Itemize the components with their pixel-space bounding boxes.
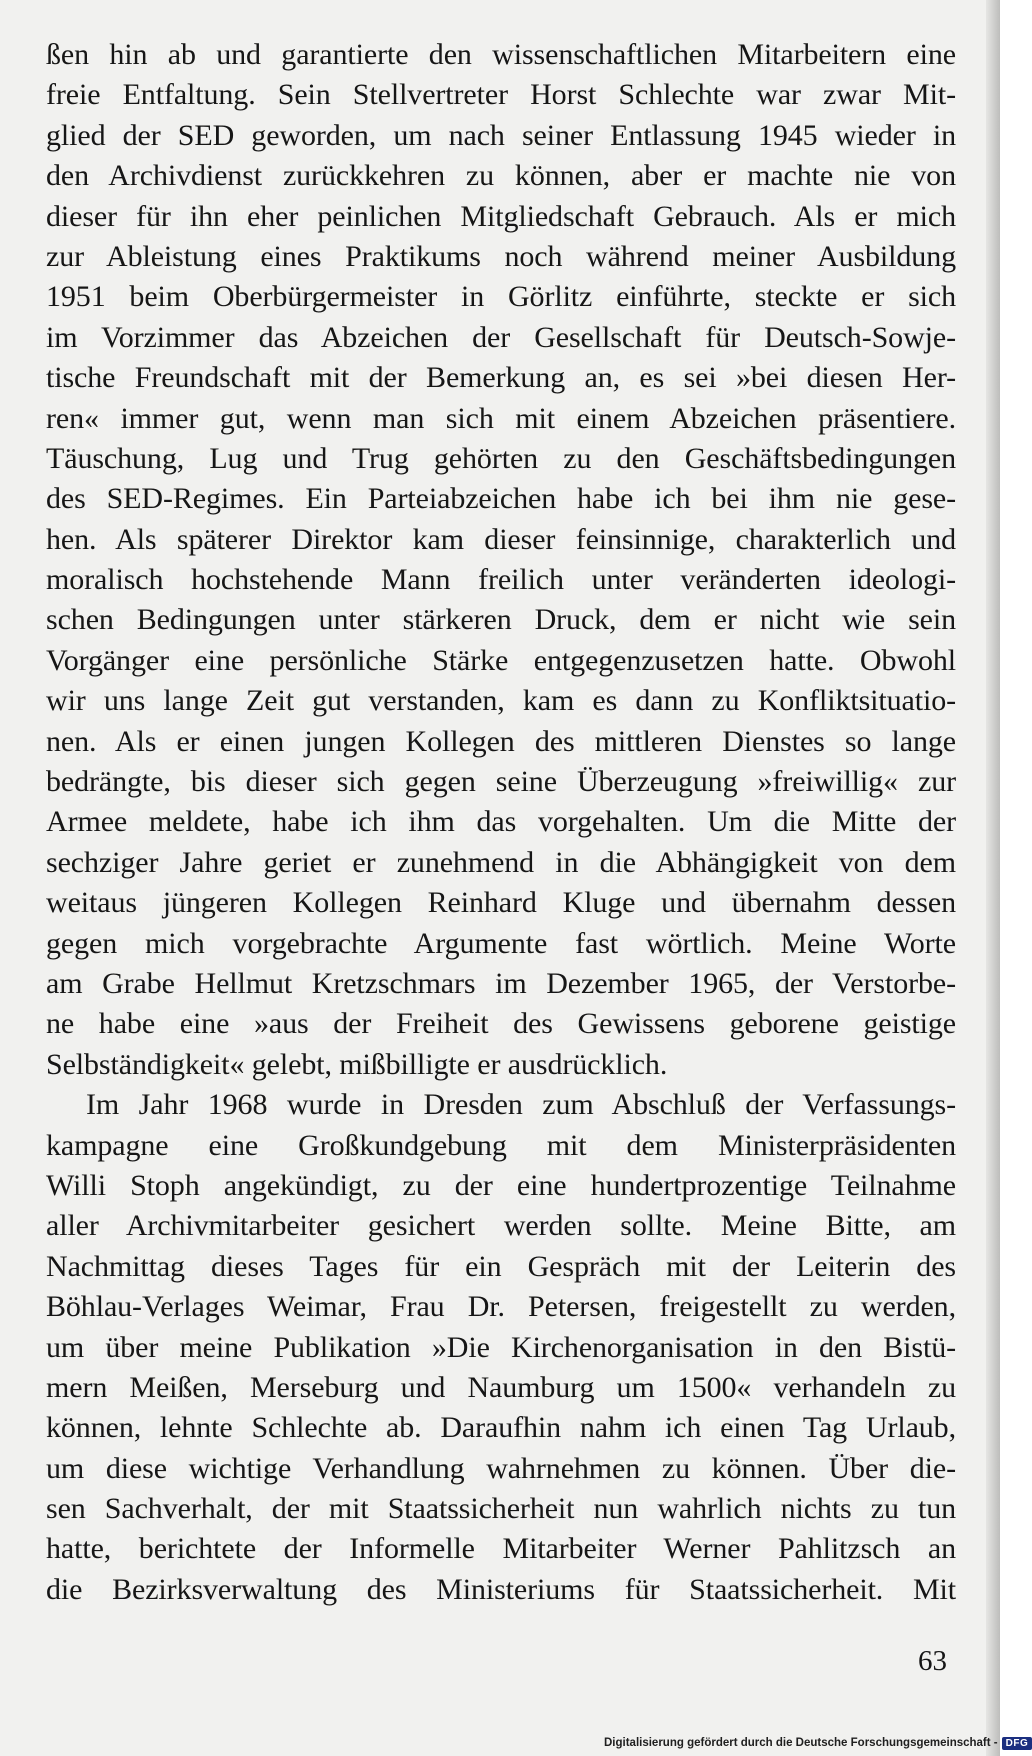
text-line: Selbständigkeit« gelebt, mißbilligte er ausdrücklich. [46,1047,668,1081]
text-line: Willi Stoph angekündigt, zu der eine hundertprozentige Teilnahme [46,1168,956,1202]
text-line: moralisch hochstehende Mann freilich unter veränderten ideologi- [46,563,956,597]
text-line: Im Jahr 1968 wurde in Dresden zum Abschluß der Verfassungs- [86,1088,956,1122]
page-edge-shadow [986,0,1000,1756]
text-line: Armee meldete, habe ich ihm das vorgehalten. Um die Mitte der [46,805,956,839]
text-line: zur Ableistung eines Praktikums noch während meiner Ausbildung [46,239,956,273]
text-line: schen Bedingungen unter stärkeren Druck, dem er nicht wie sein [46,603,956,637]
text-line: glied der SED geworden, um nach seiner Entlassung 1945 wieder in [46,118,956,152]
text-line: am Grabe Hellmut Kretzschmars im Dezember 1965, der Verstorbe- [46,966,956,1000]
text-line: die Bezirksverwaltung des Ministeriums für Staatssicherheit. Mit [46,1572,956,1606]
text-line: Nachmittag dieses Tages für ein Gespräch mit der Leiterin des [46,1249,956,1283]
text-line: um über meine Publikation »Die Kirchenorganisation in den Bistü- [46,1330,956,1364]
text-line: mern Meißen, Merseburg und Naumburg um 1500« verhandeln zu [46,1370,956,1404]
text-line: gegen mich vorgebrachte Argumente fast wörtlich. Meine Worte [46,926,956,960]
text-line: tische Freundschaft mit der Bemerkung an, es sei »bei diesen Her- [46,361,956,395]
text-line: um diese wichtige Verhandlung wahrnehmen zu können. Über die- [46,1451,956,1485]
text-line: ne habe eine »aus der Freiheit des Gewissens geborene geistige [46,1007,956,1041]
text-line: Vorgänger eine persönliche Stärke entgegenzusetzen hatte. Obwohl [46,643,956,677]
text-line: freie Entfaltung. Sein Stellvertreter Horst Schlechte war zwar Mit- [46,78,956,112]
text-line: nen. Als er einen jungen Kollegen des mittleren Dienstes so lange [46,724,956,758]
text-line: im Vorzimmer das Abzeichen der Gesellschaft für Deutsch-Sowje- [46,320,956,354]
digitization-footer [604,1732,1032,1754]
text-line: ren« immer gut, wenn man sich mit einem Abzeichen präsentiere. [46,401,956,435]
text-line: kampagne eine Großkundgebung mit dem Ministerpräsidenten [46,1128,956,1162]
text-line: den Archivdienst zurückkehren zu können, aber er machte nie von [46,159,956,193]
text-line: 1951 beim Oberbürgermeister in Görlitz einführte, steckte er sich [46,280,956,314]
footer-text: Digitalisierung gefördert durch die Deutsche Forschungsgemeinschaft - [604,1737,998,1749]
text-line: weitaus jüngeren Kollegen Reinhard Kluge und übernahm dessen [46,886,956,920]
text-line: Böhlau-Verlages Weimar, Frau Dr. Petersen, freigestellt zu werden, [46,1290,956,1324]
text-line: des SED-Regimes. Ein Parteiabzeichen habe ich bei ihm nie gese- [46,482,956,516]
body-text [46,35,956,1610]
text-line: sen Sachverhalt, der mit Staatssicherheit nun wahrlich nichts zu tun [46,1492,956,1526]
dfg-logo-icon: DFG [1002,1737,1032,1750]
text-line: Täuschung, Lug und Trug gehörten zu den Geschäftsbedingungen [46,441,956,475]
text-line: ßen hin ab und garantierte den wissenschaftlichen Mitarbeitern eine [46,38,956,71]
text-line: aller Archivmitarbeiter gesichert werden sollte. Meine Bitte, am [46,1209,956,1243]
text-line: sechziger Jahre geriet er zunehmend in die Abhängigkeit von dem [46,845,956,879]
text-line: hen. Als späterer Direktor kam dieser feinsinnige, charakterlich und [46,522,956,556]
text-line: dieser für ihn eher peinlichen Mitgliedschaft Gebrauch. Als er mich [46,199,956,233]
text-line: wir uns lange Zeit gut verstanden, kam es dann zu Konfliktsituatio- [46,684,956,718]
text-line: bedrängte, bis dieser sich gegen seine Überzeugung »freiwillig« zur [46,765,956,799]
text-line: hatte, berichtete der Informelle Mitarbeiter Werner Pahlitzsch an [46,1532,956,1566]
text-line: können, lehnte Schlechte ab. Daraufhin nahm ich einen Tag Urlaub, [46,1411,956,1445]
page-number: 63 [918,1645,947,1677]
